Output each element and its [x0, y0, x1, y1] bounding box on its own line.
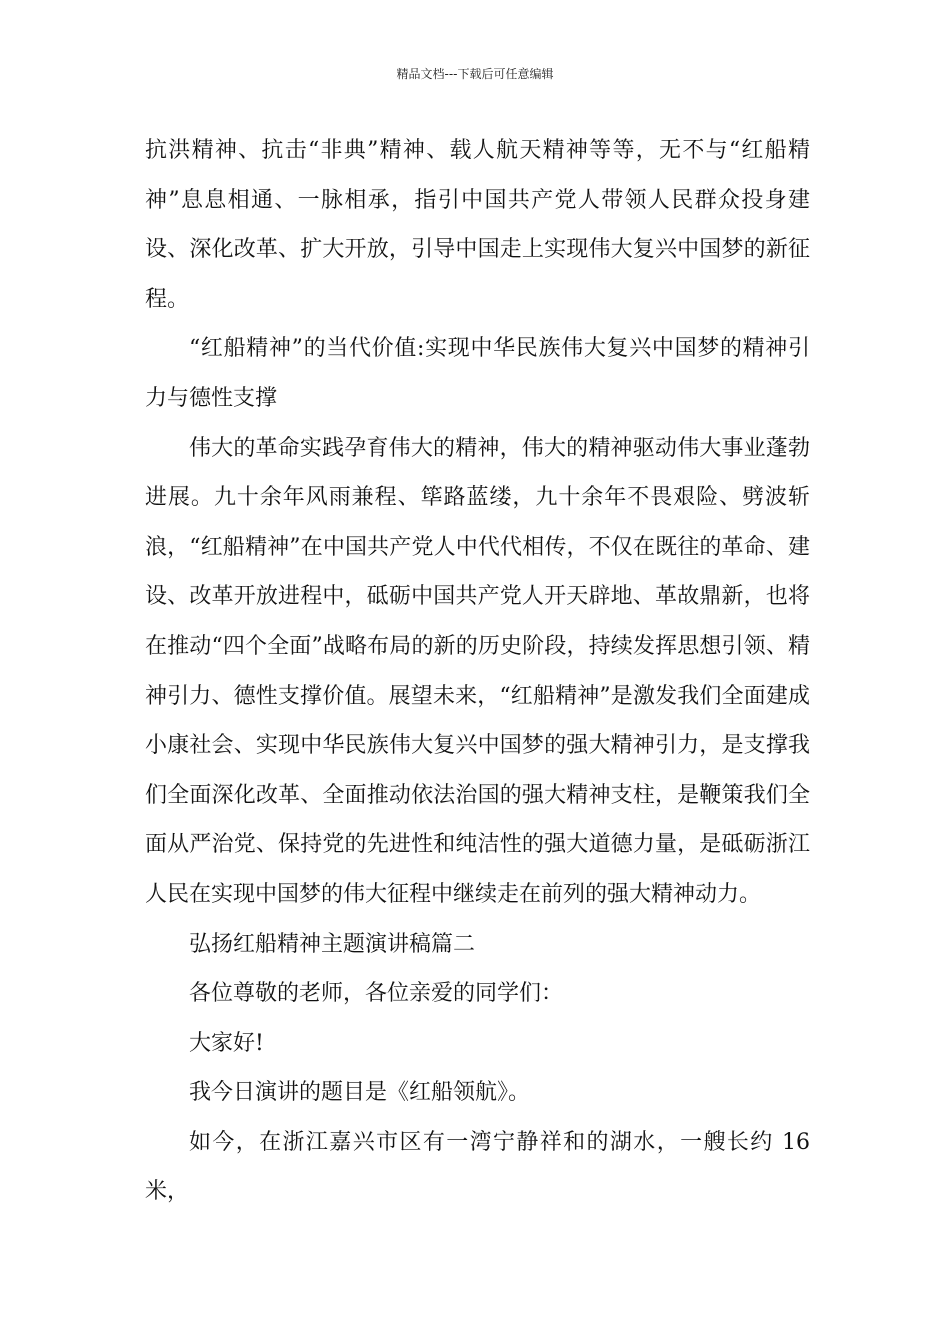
- speech-greeting: 大家好!: [189, 1030, 264, 1056]
- speech-topic: 我今日演讲的题目是《红船领航》。: [189, 1080, 531, 1106]
- speech-salutation: 各位尊敬的老师，各位亲爱的同学们：: [189, 981, 564, 1007]
- paragraph-continuation: 抗洪精神、抗击“非典”精神、载人航天精神等等，无不与“红船精神”息息相通、一脉相承，指引中国共产党人带领人民群众投身建设、深化改革、扩大开放，引导中国走上实现伟大复兴中国梦的新征程。: [145, 138, 810, 312]
- page-header: 精品文档---下载后可任意编辑: [396, 67, 554, 81]
- paragraph-main: 伟大的革命实践孕育伟大的精神，伟大的精神驱动伟大事业蓬勃进展。九十余年风雨兼程、筚路蓝缕，九十余年不畏艰险、劈波斩浪，“红船精神”在中国共产党人中代代相传，不仅在既往的革命、建设、改革开放进程中，砥砺中国共产党人开天辟地、革故鼎新，也将在推动“四个全面”战略布局的新的历史阶段，持续发挥思想引领、精神引力、德性支撑价值。展望未来，“红船精神”是激发我们全面建成小康社会、实现中华民族伟大复兴中国梦的强大精神引力，是支撑我们全面深化改革、全面推动依法治国的强大精神支柱，是鞭策我们全面从严治党、保持党的先进性和纯洁性的强大道德力量，是砥砺浙江人民在实现中国梦的伟大征程中继续走在前列的强大精神动力。: [145, 435, 810, 907]
- speech-title: 弘扬红船精神主题演讲稿篇二: [189, 931, 476, 957]
- document-body: [145, 126, 810, 1217]
- section-heading: “红船精神”的当代价值:实现中华民族伟大复兴中国梦的精神引力与德性支撑: [145, 336, 810, 411]
- speech-opening: 如今，在浙江嘉兴市区有一湾宁静祥和的湖水，一艘长约 16 米，: [145, 1129, 810, 1205]
